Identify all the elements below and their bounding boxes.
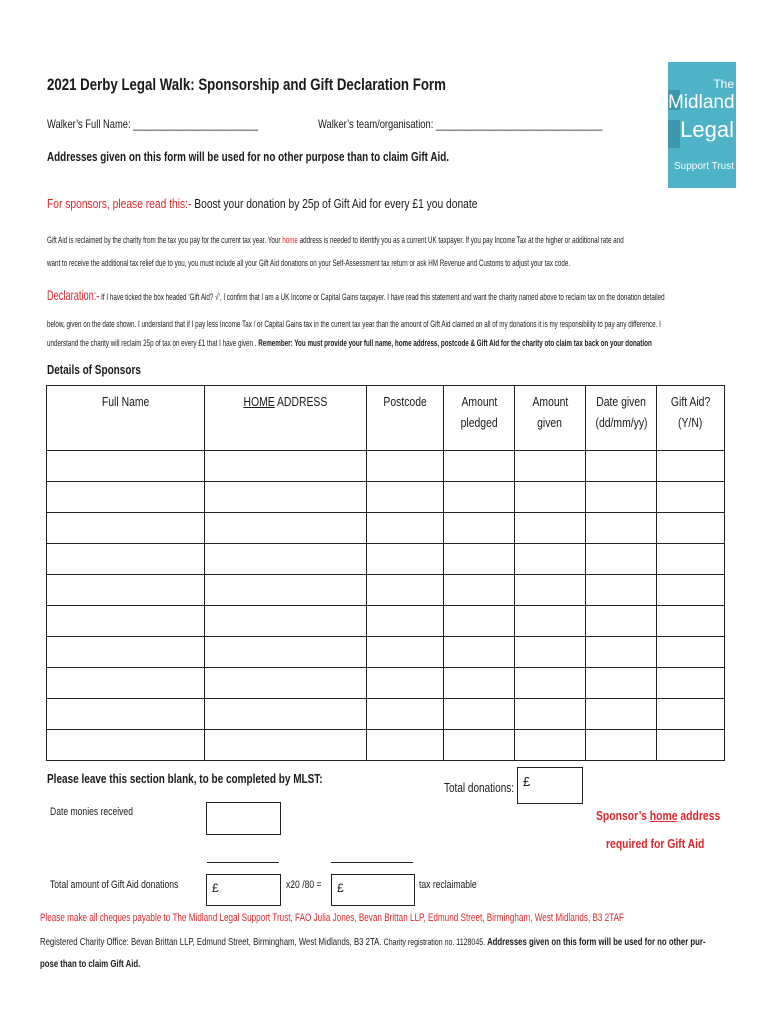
- cell-gift-aid[interactable]: [657, 637, 725, 668]
- cell-postcode[interactable]: [367, 482, 444, 513]
- sponsor-home-address-notice: Sponsor’s home address: [596, 808, 721, 823]
- multiplier-label: x20 /80 =: [286, 879, 322, 891]
- cell-amount-pledged[interactable]: [444, 668, 515, 699]
- cell-home-address[interactable]: [205, 451, 367, 482]
- cell-gift-aid[interactable]: [657, 544, 725, 575]
- cell-full-name[interactable]: [47, 668, 205, 699]
- table-row: [47, 482, 725, 513]
- cell-amount-given[interactable]: [515, 637, 586, 668]
- col-home-address: HOME ADDRESS: [205, 386, 367, 451]
- cell-amount-given[interactable]: [515, 606, 586, 637]
- table-row: [47, 544, 725, 575]
- cell-full-name[interactable]: [47, 699, 205, 730]
- cell-postcode[interactable]: [367, 544, 444, 575]
- cell-date-given[interactable]: [586, 730, 657, 761]
- cell-full-name[interactable]: [47, 544, 205, 575]
- details-of-sponsors-heading: Details of Sponsors: [47, 363, 141, 377]
- table-row: [47, 699, 725, 730]
- registered-office-line: Registered Charity Office: Bevan Brittan LLP, Edmund Street, Birmingham, West Midlands, B3 2TA. Charity registration no. 1128045. Addresses given on this form will be used for no other pur-: [40, 936, 706, 948]
- walker-team-field[interactable]: Walker’s team/organisation: ________________________________: [318, 117, 603, 131]
- cell-postcode[interactable]: [367, 637, 444, 668]
- tax-reclaimable-input[interactable]: £: [331, 874, 415, 906]
- cell-home-address[interactable]: [205, 668, 367, 699]
- cell-postcode[interactable]: [367, 513, 444, 544]
- cell-amount-pledged[interactable]: [444, 544, 515, 575]
- office-use-heading: Please leave this section blank, to be completed by MLST:: [47, 772, 323, 786]
- gift-aid-paragraph-line: Gift Aid is reclaimed by the charity from the tax you pay for the current tax year. Your home address is needed to identify you as a current UK taxpayer. If you pay Income Tax at the higher or additional rate and: [47, 235, 624, 246]
- sponsor-home-address-notice: required for Gift Aid: [606, 836, 705, 851]
- table-row: [47, 668, 725, 699]
- table-row: [47, 730, 725, 761]
- cell-date-given[interactable]: [586, 606, 657, 637]
- cheques-notice: Please make all cheques payable to The Midland Legal Support Trust, FAO Julia Jones, Bevan Brittan LLP, Edmund Street, Birmingham, West Midlands, B3 2TAF: [40, 912, 624, 924]
- cell-full-name[interactable]: [47, 730, 205, 761]
- cell-date-given[interactable]: [586, 451, 657, 482]
- cell-postcode[interactable]: [367, 451, 444, 482]
- sponsors-table: [46, 385, 724, 759]
- cell-gift-aid[interactable]: [657, 513, 725, 544]
- cell-gift-aid[interactable]: [657, 451, 725, 482]
- cell-postcode[interactable]: [367, 606, 444, 637]
- cell-amount-given[interactable]: [515, 699, 586, 730]
- cell-postcode[interactable]: [367, 668, 444, 699]
- cell-amount-given[interactable]: [515, 544, 586, 575]
- cell-amount-given[interactable]: [515, 730, 586, 761]
- cell-amount-pledged[interactable]: [444, 482, 515, 513]
- col-gift-aid: Gift Aid? (Y/N): [657, 386, 725, 451]
- total-gift-aid-label: Total amount of Gift Aid donations: [50, 879, 179, 891]
- table-row: [47, 637, 725, 668]
- date-monies-received-input[interactable]: [206, 802, 281, 835]
- cell-amount-given[interactable]: [515, 513, 586, 544]
- cell-amount-given[interactable]: [515, 451, 586, 482]
- cell-amount-given[interactable]: [515, 668, 586, 699]
- total-donations-label: Total donations:: [444, 781, 515, 795]
- date-monies-received-label: Date monies received: [50, 806, 133, 818]
- cell-gift-aid[interactable]: [657, 730, 725, 761]
- sponsors-intro: For sponsors, please read this:- Boost your donation by 25p of Gift Aid for every £1 you donate: [47, 196, 478, 211]
- cell-home-address[interactable]: [205, 575, 367, 606]
- divider: [207, 862, 279, 863]
- gift-aid-total-input[interactable]: £: [206, 874, 281, 906]
- cell-date-given[interactable]: [586, 544, 657, 575]
- cell-gift-aid[interactable]: [657, 606, 725, 637]
- cell-gift-aid[interactable]: [657, 668, 725, 699]
- col-amount-pledged: Amount pledged: [444, 386, 515, 451]
- total-donations-input[interactable]: £: [517, 767, 583, 804]
- cell-postcode[interactable]: [367, 699, 444, 730]
- registered-office-line: pose than to claim Gift Aid.: [40, 958, 141, 970]
- cell-amount-given[interactable]: [515, 482, 586, 513]
- cell-home-address[interactable]: [205, 482, 367, 513]
- declaration-heading: Declaration:-: [47, 287, 100, 303]
- cell-date-given[interactable]: [586, 668, 657, 699]
- cell-amount-pledged[interactable]: [444, 730, 515, 761]
- table-row: [47, 606, 725, 637]
- col-amount-given: Amount given: [515, 386, 586, 451]
- declaration-line: Declaration:- If I have ticked the box headed ‘Gift Aid? √’, I confirm that I am a UK Income or Capital Gains taxpayer. I have read this statement and want the charity named above to reclaim tax on the donation detailed: [47, 287, 665, 303]
- cell-postcode[interactable]: [367, 730, 444, 761]
- table-row: [47, 513, 725, 544]
- cell-home-address[interactable]: [205, 606, 367, 637]
- table-row: [47, 451, 725, 482]
- cell-full-name[interactable]: [47, 513, 205, 544]
- cell-amount-pledged[interactable]: [444, 451, 515, 482]
- table-header-row: [47, 386, 725, 451]
- col-full-name: Full Name: [47, 386, 205, 451]
- cell-full-name[interactable]: [47, 606, 205, 637]
- cell-date-given[interactable]: [586, 637, 657, 668]
- cell-postcode[interactable]: [367, 575, 444, 606]
- col-date-given: Date given (dd/mm/yy): [586, 386, 657, 451]
- divider: [331, 862, 413, 863]
- addresses-notice: Addresses given on this form will be used for no other purpose than to claim Gift Aid.: [47, 149, 450, 164]
- cell-home-address[interactable]: [205, 637, 367, 668]
- cell-date-given[interactable]: [586, 699, 657, 730]
- cell-amount-pledged[interactable]: [444, 637, 515, 668]
- cell-full-name[interactable]: [47, 637, 205, 668]
- table-row: [47, 575, 725, 606]
- form-title: 2021 Derby Legal Walk: Sponsorship and Gift Declaration Form: [47, 75, 446, 94]
- cell-home-address[interactable]: [205, 544, 367, 575]
- gift-aid-paragraph-line: want to receive the additional tax relief due to you, you must include all your Gift Aid donations on your Self-Assessment tax return or ask HM Revenue and Customs to adjust your tax code.: [47, 258, 571, 269]
- cell-amount-pledged[interactable]: [444, 699, 515, 730]
- cell-amount-pledged[interactable]: [444, 606, 515, 637]
- cell-date-given[interactable]: [586, 482, 657, 513]
- cell-gift-aid[interactable]: [657, 575, 725, 606]
- cell-full-name[interactable]: [47, 575, 205, 606]
- cell-home-address[interactable]: [205, 513, 367, 544]
- cell-date-given[interactable]: [586, 513, 657, 544]
- cell-amount-pledged[interactable]: [444, 513, 515, 544]
- cell-home-address[interactable]: [205, 730, 367, 761]
- cell-full-name[interactable]: [47, 482, 205, 513]
- cell-amount-pledged[interactable]: [444, 575, 515, 606]
- col-postcode: Postcode: [367, 386, 444, 451]
- walker-name-field[interactable]: Walker’s Full Name: ________________________: [47, 117, 259, 131]
- cell-gift-aid[interactable]: [657, 482, 725, 513]
- cell-amount-given[interactable]: [515, 575, 586, 606]
- declaration-line: understand the charity will reclaim 25p of tax on every £1 that I have given . Remember: You must provide your full name, home address, postcode & Gift Aid for the charity oto claim tax back on your donation: [47, 338, 652, 349]
- cell-home-address[interactable]: [205, 699, 367, 730]
- tax-reclaimable-label: tax reclaimable: [419, 879, 477, 891]
- cell-full-name[interactable]: [47, 451, 205, 482]
- declaration-line: below, given on the date shown. I understand that if I pay less Income Tax / or Capital Gains tax in the current tax year than the amount of Gift Aid claimed on all of my donations it is my responsibility to pay any difference. I: [47, 319, 661, 330]
- cell-gift-aid[interactable]: [657, 699, 725, 730]
- midland-legal-support-trust-logo: The Midland Legal Support Trust: [668, 62, 736, 188]
- cell-date-given[interactable]: [586, 575, 657, 606]
